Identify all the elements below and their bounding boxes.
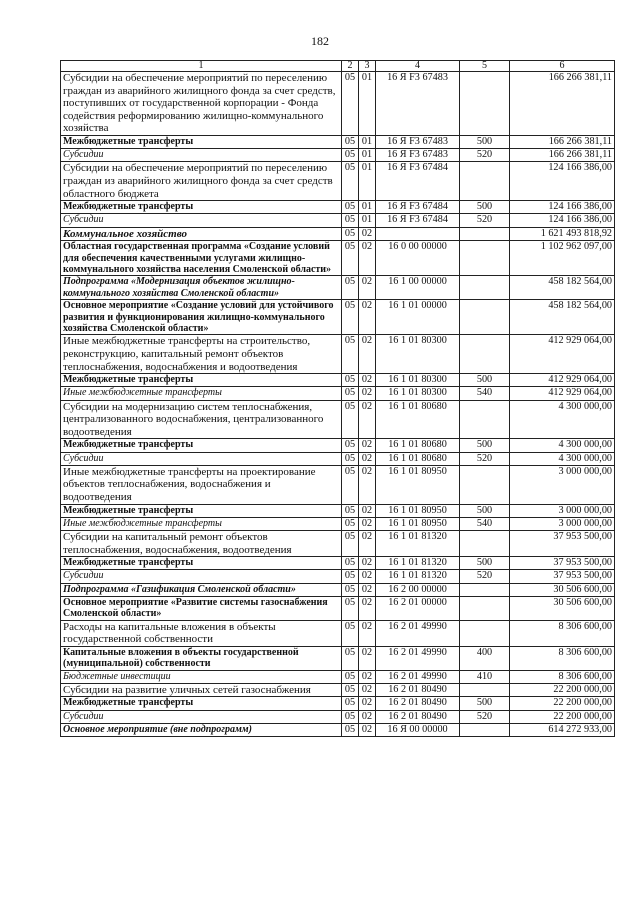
table-row xyxy=(61,439,615,452)
row-section-cell: 05 xyxy=(342,570,359,583)
row-amount-cell: 458 182 564,00 xyxy=(510,300,615,335)
row-expense-type-cell xyxy=(460,596,510,620)
row-name-cell: Межбюджетные трансферты xyxy=(61,504,342,517)
row-amount-cell: 412 929 064,00 xyxy=(510,387,615,400)
row-section-cell: 05 xyxy=(342,683,359,697)
table-row xyxy=(61,530,615,556)
row-expense-type-cell: 410 xyxy=(460,670,510,683)
row-name-cell: Субсидии на обеспечение мероприятий по переселению граждан из аварийного жилищного фонда за счет средств, поступивших от государственной корпорации - Фонда содействия реформированию жилищно-коммунального хозяйства xyxy=(61,72,342,136)
row-expense-type-cell xyxy=(460,241,510,276)
row-name-cell: Основное мероприятие «Создание условий для устойчивого развития и функционирования жилищно-коммунального хозяйства Смоленской области» xyxy=(61,300,342,335)
row-subsection-cell: 01 xyxy=(359,72,376,136)
row-amount-cell: 124 166 386,00 xyxy=(510,214,615,227)
table-row xyxy=(61,504,615,517)
row-target-article-cell: 16 1 01 80300 xyxy=(376,335,460,374)
row-subsection-cell: 02 xyxy=(359,530,376,556)
row-target-article-cell: 16 Я F3 67483 xyxy=(376,135,460,148)
row-target-article-cell: 16 2 01 80490 xyxy=(376,710,460,723)
row-expense-type-cell xyxy=(460,227,510,241)
table-row xyxy=(61,201,615,214)
row-expense-type-cell xyxy=(460,530,510,556)
table-row xyxy=(61,241,615,276)
row-subsection-cell: 02 xyxy=(359,387,376,400)
row-name-cell: Основное мероприятие (вне подпрограмм) xyxy=(61,723,342,736)
row-section-cell: 05 xyxy=(342,227,359,241)
row-amount-cell: 166 266 381,11 xyxy=(510,135,615,148)
row-target-article-cell: 16 0 00 00000 xyxy=(376,241,460,276)
row-amount-cell: 3 000 000,00 xyxy=(510,504,615,517)
row-subsection-cell: 02 xyxy=(359,335,376,374)
table-row xyxy=(61,570,615,583)
header-cell-amount: 6 xyxy=(510,61,615,72)
row-subsection-cell: 01 xyxy=(359,162,376,201)
row-expense-type-cell xyxy=(460,465,510,504)
row-section-cell: 05 xyxy=(342,596,359,620)
row-amount-cell: 22 200 000,00 xyxy=(510,683,615,697)
row-amount-cell: 22 200 000,00 xyxy=(510,710,615,723)
row-amount-cell: 412 929 064,00 xyxy=(510,374,615,387)
table-row xyxy=(61,135,615,148)
row-section-cell: 05 xyxy=(342,583,359,596)
table-row xyxy=(61,374,615,387)
row-subsection-cell: 02 xyxy=(359,710,376,723)
table-row xyxy=(61,72,615,136)
row-target-article-cell: 16 1 01 80950 xyxy=(376,517,460,530)
row-name-cell: Основное мероприятие «Развитие системы газоснабжения Смоленской области» xyxy=(61,596,342,620)
row-name-cell: Иные межбюджетные трансферты xyxy=(61,517,342,530)
row-name-cell: Межбюджетные трансферты xyxy=(61,439,342,452)
row-name-cell: Коммунальное хозяйство xyxy=(61,227,342,241)
row-expense-type-cell: 500 xyxy=(460,697,510,710)
row-target-article-cell: 16 1 01 80950 xyxy=(376,504,460,517)
row-expense-type-cell xyxy=(460,72,510,136)
row-subsection-cell: 02 xyxy=(359,683,376,697)
row-subsection-cell: 02 xyxy=(359,620,376,646)
row-name-cell: Подпрограмма «Газификация Смоленской области» xyxy=(61,583,342,596)
row-subsection-cell: 01 xyxy=(359,135,376,148)
row-expense-type-cell xyxy=(460,335,510,374)
row-section-cell: 05 xyxy=(342,452,359,465)
row-target-article-cell: 16 2 01 80490 xyxy=(376,697,460,710)
row-expense-type-cell: 520 xyxy=(460,214,510,227)
row-subsection-cell: 02 xyxy=(359,517,376,530)
row-section-cell: 05 xyxy=(342,335,359,374)
row-expense-type-cell: 500 xyxy=(460,557,510,570)
row-amount-cell: 37 953 500,00 xyxy=(510,570,615,583)
row-name-cell: Субсидии xyxy=(61,214,342,227)
row-section-cell: 05 xyxy=(342,557,359,570)
row-section-cell: 05 xyxy=(342,300,359,335)
row-expense-type-cell: 500 xyxy=(460,504,510,517)
header-cell-name: 1 xyxy=(61,61,342,72)
row-target-article-cell: 16 Я F3 67484 xyxy=(376,214,460,227)
row-name-cell: Субсидии на развитие уличных сетей газоснабжения xyxy=(61,683,342,697)
row-subsection-cell: 01 xyxy=(359,214,376,227)
row-amount-cell: 166 266 381,11 xyxy=(510,72,615,136)
row-subsection-cell: 02 xyxy=(359,452,376,465)
table-row xyxy=(61,387,615,400)
row-expense-type-cell: 500 xyxy=(460,439,510,452)
row-amount-cell: 1 621 493 818,92 xyxy=(510,227,615,241)
row-target-article-cell: 16 2 01 49990 xyxy=(376,670,460,683)
table-row xyxy=(61,583,615,596)
row-name-cell: Субсидии на модернизацию систем теплоснабжения, централизованного водоснабжения, централизованного водоотведения xyxy=(61,400,342,439)
row-name-cell: Субсидии xyxy=(61,710,342,723)
table-row xyxy=(61,300,615,335)
row-expense-type-cell: 520 xyxy=(460,149,510,162)
row-name-cell: Иные межбюджетные трансферты на строительство, реконструкцию, капитальный ремонт объектов теплоснабжения, водоснабжения и водоотведения xyxy=(61,335,342,374)
row-amount-cell: 3 000 000,00 xyxy=(510,517,615,530)
row-expense-type-cell: 500 xyxy=(460,374,510,387)
row-amount-cell: 614 272 933,00 xyxy=(510,723,615,736)
budget-table xyxy=(60,60,615,737)
row-target-article-cell: 16 Я F3 67483 xyxy=(376,149,460,162)
row-target-article-cell: 16 1 01 80300 xyxy=(376,374,460,387)
row-expense-type-cell xyxy=(460,162,510,201)
row-expense-type-cell: 540 xyxy=(460,387,510,400)
row-expense-type-cell xyxy=(460,583,510,596)
row-section-cell: 05 xyxy=(342,241,359,276)
row-expense-type-cell: 520 xyxy=(460,452,510,465)
row-target-article-cell: 16 2 01 49990 xyxy=(376,646,460,670)
row-section-cell: 05 xyxy=(342,504,359,517)
row-section-cell: 05 xyxy=(342,374,359,387)
row-name-cell: Иные межбюджетные трансферты на проектирование объектов теплоснабжения, водоснабжения и водоотведения xyxy=(61,465,342,504)
row-amount-cell: 412 929 064,00 xyxy=(510,335,615,374)
row-amount-cell: 4 300 000,00 xyxy=(510,439,615,452)
row-section-cell: 05 xyxy=(342,697,359,710)
row-target-article-cell: 16 1 01 81320 xyxy=(376,570,460,583)
row-expense-type-cell xyxy=(460,276,510,300)
row-name-cell: Субсидии на обеспечение мероприятий по переселению граждан из аварийного жилищного фонда за счет средств областного бюджета xyxy=(61,162,342,201)
row-name-cell: Межбюджетные трансферты xyxy=(61,557,342,570)
row-amount-cell: 3 000 000,00 xyxy=(510,465,615,504)
table-row xyxy=(61,227,615,241)
row-expense-type-cell: 400 xyxy=(460,646,510,670)
row-name-cell: Межбюджетные трансферты xyxy=(61,201,342,214)
row-amount-cell: 4 300 000,00 xyxy=(510,452,615,465)
row-amount-cell: 4 300 000,00 xyxy=(510,400,615,439)
table-body xyxy=(61,72,615,737)
table-row xyxy=(61,620,615,646)
table-row xyxy=(61,276,615,300)
row-amount-cell: 30 506 600,00 xyxy=(510,596,615,620)
row-name-cell: Областная государственная программа «Создание условий для обеспечения качественными услугами жилищно-коммунального хозяйства населения Смоленской области» xyxy=(61,241,342,276)
row-amount-cell: 124 166 386,00 xyxy=(510,201,615,214)
row-name-cell: Подпрограмма «Модернизация объектов жилищно-коммунального хозяйства Смоленской области» xyxy=(61,276,342,300)
row-name-cell: Межбюджетные трансферты xyxy=(61,374,342,387)
row-amount-cell: 22 200 000,00 xyxy=(510,697,615,710)
row-target-article-cell: 16 1 00 00000 xyxy=(376,276,460,300)
row-section-cell: 05 xyxy=(342,530,359,556)
row-target-article-cell: 16 2 01 49990 xyxy=(376,620,460,646)
row-name-cell: Расходы на капитальные вложения в объекты государственной собственности xyxy=(61,620,342,646)
row-expense-type-cell: 520 xyxy=(460,710,510,723)
row-subsection-cell: 02 xyxy=(359,670,376,683)
row-target-article-cell: 16 Я F3 67483 xyxy=(376,72,460,136)
header-cell-subsection: 3 xyxy=(359,61,376,72)
row-subsection-cell: 02 xyxy=(359,227,376,241)
table-row xyxy=(61,214,615,227)
row-target-article-cell: 16 1 01 80680 xyxy=(376,439,460,452)
row-section-cell: 05 xyxy=(342,517,359,530)
row-name-cell: Капитальные вложения в объекты государственной (муниципальной) собственности xyxy=(61,646,342,670)
row-expense-type-cell xyxy=(460,723,510,736)
table-row xyxy=(61,335,615,374)
row-target-article-cell: 16 1 01 80300 xyxy=(376,387,460,400)
row-subsection-cell: 02 xyxy=(359,400,376,439)
row-target-article-cell: 16 1 01 80680 xyxy=(376,452,460,465)
row-expense-type-cell: 500 xyxy=(460,201,510,214)
row-section-cell: 05 xyxy=(342,276,359,300)
table-row xyxy=(61,723,615,736)
row-section-cell: 05 xyxy=(342,439,359,452)
row-target-article-cell: 16 1 01 81320 xyxy=(376,557,460,570)
row-amount-cell: 1 102 962 097,00 xyxy=(510,241,615,276)
table-row xyxy=(61,683,615,697)
row-name-cell: Субсидии на капитальный ремонт объектов теплоснабжения, водоснабжения, водоотведения xyxy=(61,530,342,556)
row-target-article-cell: 16 2 01 80490 xyxy=(376,683,460,697)
row-target-article-cell: 16 1 01 81320 xyxy=(376,530,460,556)
header-cell-section: 2 xyxy=(342,61,359,72)
row-amount-cell: 8 306 600,00 xyxy=(510,646,615,670)
table-row xyxy=(61,646,615,670)
row-section-cell: 05 xyxy=(342,135,359,148)
row-section-cell: 05 xyxy=(342,710,359,723)
row-subsection-cell: 02 xyxy=(359,241,376,276)
header-cell-expense-type: 5 xyxy=(460,61,510,72)
row-target-article-cell: 16 Я 00 00000 xyxy=(376,723,460,736)
row-expense-type-cell xyxy=(460,683,510,697)
row-section-cell: 05 xyxy=(342,149,359,162)
row-subsection-cell: 02 xyxy=(359,583,376,596)
row-subsection-cell: 02 xyxy=(359,646,376,670)
row-subsection-cell: 02 xyxy=(359,465,376,504)
row-expense-type-cell xyxy=(460,400,510,439)
table-row xyxy=(61,517,615,530)
table-row xyxy=(61,149,615,162)
row-section-cell: 05 xyxy=(342,646,359,670)
header-row xyxy=(61,61,615,72)
row-section-cell: 05 xyxy=(342,620,359,646)
row-subsection-cell: 02 xyxy=(359,723,376,736)
row-target-article-cell: 16 2 01 00000 xyxy=(376,596,460,620)
table-row xyxy=(61,596,615,620)
row-target-article-cell: 16 1 01 00000 xyxy=(376,300,460,335)
row-section-cell: 05 xyxy=(342,387,359,400)
row-amount-cell: 8 306 600,00 xyxy=(510,670,615,683)
row-section-cell: 05 xyxy=(342,162,359,201)
table-row xyxy=(61,465,615,504)
row-expense-type-cell: 520 xyxy=(460,570,510,583)
row-target-article-cell: 16 1 01 80950 xyxy=(376,465,460,504)
row-name-cell: Межбюджетные трансферты xyxy=(61,135,342,148)
row-amount-cell: 166 266 381,11 xyxy=(510,149,615,162)
row-target-article-cell: 16 1 01 80680 xyxy=(376,400,460,439)
row-section-cell: 05 xyxy=(342,214,359,227)
row-target-article-cell xyxy=(376,227,460,241)
row-amount-cell: 37 953 500,00 xyxy=(510,530,615,556)
row-expense-type-cell: 540 xyxy=(460,517,510,530)
row-subsection-cell: 02 xyxy=(359,570,376,583)
row-section-cell: 05 xyxy=(342,400,359,439)
row-name-cell: Межбюджетные трансферты xyxy=(61,697,342,710)
row-section-cell: 05 xyxy=(342,465,359,504)
row-amount-cell: 30 506 600,00 xyxy=(510,583,615,596)
row-expense-type-cell xyxy=(460,620,510,646)
table-row xyxy=(61,697,615,710)
row-subsection-cell: 01 xyxy=(359,201,376,214)
row-amount-cell: 124 166 386,00 xyxy=(510,162,615,201)
row-target-article-cell: 16 2 00 00000 xyxy=(376,583,460,596)
row-target-article-cell: 16 Я F3 67484 xyxy=(376,162,460,201)
header-cell-target-article: 4 xyxy=(376,61,460,72)
row-name-cell: Субсидии xyxy=(61,570,342,583)
row-subsection-cell: 01 xyxy=(359,149,376,162)
row-amount-cell: 8 306 600,00 xyxy=(510,620,615,646)
row-section-cell: 05 xyxy=(342,201,359,214)
row-subsection-cell: 02 xyxy=(359,300,376,335)
page-number: 182 xyxy=(311,34,329,48)
table-row xyxy=(61,670,615,683)
row-target-article-cell: 16 Я F3 67484 xyxy=(376,201,460,214)
row-name-cell: Бюджетные инвестиции xyxy=(61,670,342,683)
row-expense-type-cell: 500 xyxy=(460,135,510,148)
table-row xyxy=(61,557,615,570)
row-name-cell: Субсидии xyxy=(61,452,342,465)
table-row xyxy=(61,162,615,201)
row-subsection-cell: 02 xyxy=(359,596,376,620)
row-subsection-cell: 02 xyxy=(359,697,376,710)
row-section-cell: 05 xyxy=(342,723,359,736)
row-subsection-cell: 02 xyxy=(359,374,376,387)
row-name-cell: Субсидии xyxy=(61,149,342,162)
row-amount-cell: 37 953 500,00 xyxy=(510,557,615,570)
row-expense-type-cell xyxy=(460,300,510,335)
row-name-cell: Иные межбюджетные трансферты xyxy=(61,387,342,400)
table-row xyxy=(61,710,615,723)
table-row xyxy=(61,452,615,465)
row-section-cell: 05 xyxy=(342,670,359,683)
table-row xyxy=(61,400,615,439)
row-subsection-cell: 02 xyxy=(359,504,376,517)
row-subsection-cell: 02 xyxy=(359,557,376,570)
row-subsection-cell: 02 xyxy=(359,439,376,452)
row-amount-cell: 458 182 564,00 xyxy=(510,276,615,300)
row-section-cell: 05 xyxy=(342,72,359,136)
row-subsection-cell: 02 xyxy=(359,276,376,300)
